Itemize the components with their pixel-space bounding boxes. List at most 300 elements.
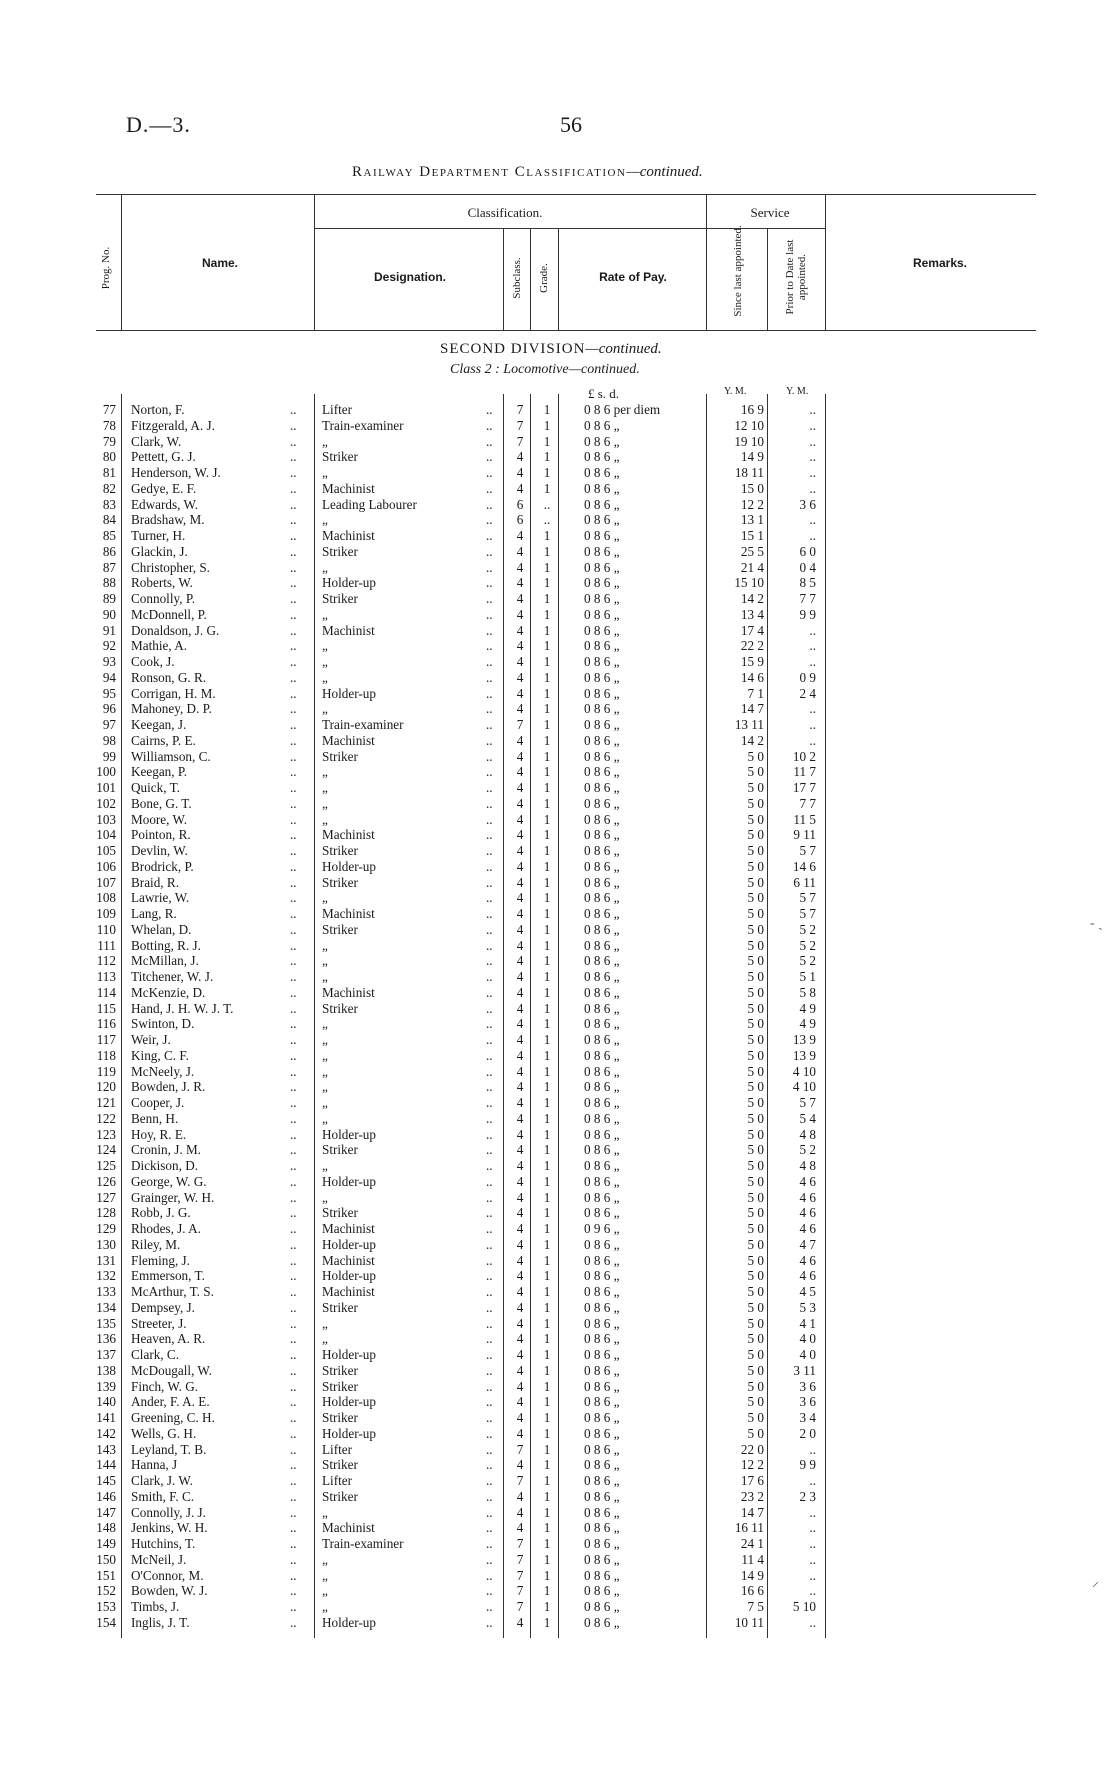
table-row: [0, 528, 1114, 544]
subclass-cell: 4: [516, 1205, 524, 1221]
prog-no-cell: 133: [96, 1284, 116, 1299]
table-row: [0, 1237, 1114, 1253]
subclass-cell: 4: [516, 559, 524, 575]
designation-cell: Striker: [322, 921, 358, 937]
leader-dots: ..: [290, 1315, 297, 1331]
since-last-appointed-cell: 12 2: [740, 1457, 764, 1473]
leader-dots: ..: [486, 606, 493, 622]
prior-to-date-cell: 11 7: [793, 764, 816, 780]
designation-cell: Holder-up: [322, 858, 376, 874]
subclass-cell: 4: [516, 1095, 524, 1110]
subclass-cell: 4: [516, 1189, 524, 1205]
rate-of-pay-cell: 0 8 6 „: [584, 858, 620, 874]
name-cell: Lang, R.: [131, 906, 177, 921]
leader-dots: ..: [290, 953, 297, 969]
name-cell: McMillan, J.: [131, 953, 199, 969]
rate-of-pay-cell: 0 8 6 „: [584, 717, 620, 732]
table-row: [0, 1473, 1114, 1489]
prog-no-cell: 101: [96, 780, 116, 795]
subclass-cell: 4: [516, 843, 524, 858]
since-last-appointed-cell: 5 0: [747, 1079, 764, 1095]
leader-dots: ..: [290, 1095, 297, 1110]
rate-of-pay-cell: 0 8 6 „: [584, 1347, 620, 1362]
prog-no-cell: 90: [102, 606, 116, 622]
grade-cell: 1: [543, 654, 551, 669]
prior-to-date-cell: 3 11: [793, 1362, 816, 1378]
grade-cell: 1: [543, 858, 551, 874]
subclass-cell: 4: [516, 874, 524, 890]
leader-dots: ..: [290, 1441, 297, 1457]
prog-no-cell: 131: [96, 1252, 116, 1268]
designation-cell: „: [322, 1551, 328, 1567]
leader-dots: ..: [290, 1032, 297, 1047]
designation-cell: „: [322, 433, 328, 449]
prog-no-cell: 104: [96, 827, 116, 843]
rate-of-pay-cell: 0 8 6 „: [584, 1173, 620, 1189]
subclass-cell: 4: [516, 969, 524, 984]
table-row: [0, 875, 1114, 891]
name-cell: Heaven, A. R.: [131, 1331, 206, 1347]
rate-of-pay-cell: 0 8 6 „: [584, 433, 620, 449]
name-cell: Jenkins, W. H.: [131, 1520, 208, 1536]
leader-dots: ..: [486, 795, 493, 811]
prog-no-cell: 147: [96, 1504, 116, 1520]
leader-dots: ..: [290, 606, 297, 622]
grade-cell: 1: [543, 1047, 551, 1063]
since-last-appointed-cell: 5 0: [747, 1016, 764, 1032]
prior-to-date-cell: 4 10: [792, 1063, 816, 1079]
prog-no-cell: 117: [96, 1032, 116, 1047]
leader-dots: ..: [486, 1520, 493, 1536]
leader-dots: ..: [290, 512, 297, 528]
since-last-appointed-cell: 17 6: [740, 1473, 764, 1488]
prior-to-date-cell: 5 7: [799, 906, 816, 921]
designation-cell: „: [322, 953, 328, 969]
prog-no-cell: 122: [96, 1110, 116, 1126]
subclass-cell: 4: [516, 1425, 524, 1441]
leader-dots: ..: [290, 1016, 297, 1032]
subclass-cell: 4: [516, 1457, 524, 1473]
designation-cell: Holder-up: [322, 1425, 376, 1441]
leader-dots: ..: [486, 1425, 493, 1441]
leader-dots: ..: [290, 543, 297, 559]
subclass-cell: 4: [516, 669, 524, 685]
designation-cell: Holder-up: [322, 685, 376, 701]
header-prog-no: Prog. No.: [100, 246, 112, 290]
prior-to-date-cell: ..: [809, 512, 816, 528]
since-last-appointed-cell: 5 0: [747, 1158, 764, 1173]
leader-dots: ..: [290, 1063, 297, 1079]
prior-to-date-cell: ..: [809, 1536, 816, 1551]
subclass-cell: 4: [516, 465, 524, 480]
since-last-appointed-cell: 5 0: [747, 1299, 764, 1315]
designation-cell: „: [322, 795, 328, 811]
prior-to-date-cell: ..: [809, 1583, 816, 1599]
since-last-appointed-cell: 14 2: [740, 591, 764, 606]
name-cell: Williamson, C.: [131, 748, 211, 764]
table-row: [0, 938, 1114, 954]
designation-cell: „: [322, 1567, 328, 1583]
leader-dots: ..: [486, 1221, 493, 1236]
subclass-cell: 4: [516, 921, 524, 937]
leader-dots: ..: [290, 1614, 297, 1630]
prior-to-date-cell: 13 9: [792, 1047, 816, 1063]
prog-no-cell: 125: [96, 1158, 116, 1173]
designation-cell: „: [322, 638, 328, 654]
subclass-cell: 4: [516, 638, 524, 654]
prog-no-cell: 102: [96, 795, 116, 811]
grade-cell: 1: [543, 543, 551, 559]
table-row: [0, 1347, 1114, 1363]
since-last-appointed-cell: 14 7: [740, 701, 764, 717]
subclass-cell: 4: [516, 1347, 524, 1362]
header-divider: [121, 194, 122, 330]
prior-to-date-cell: 4 0: [799, 1347, 816, 1362]
leader-dots: ..: [486, 1189, 493, 1205]
prior-to-date-cell: 3 6: [799, 496, 816, 512]
subclass-cell: 4: [516, 1126, 524, 1142]
grade-cell: 1: [543, 1551, 551, 1567]
page-title: [352, 164, 703, 181]
name-cell: Donaldson, J. G.: [131, 622, 220, 638]
leader-dots: ..: [486, 1315, 493, 1331]
prior-to-date-cell: 4 7: [799, 1236, 816, 1252]
leader-dots: ..: [290, 1299, 297, 1315]
table-row: [0, 623, 1114, 639]
table-row: [0, 1568, 1114, 1584]
name-cell: Titchener, W. J.: [131, 969, 214, 984]
prog-no-cell: 77: [102, 402, 116, 417]
leader-dots: ..: [486, 543, 493, 559]
prog-no-cell: 106: [96, 858, 116, 874]
prior-to-date-cell: 5 2: [799, 937, 816, 953]
name-cell: Streeter, J.: [131, 1315, 187, 1331]
since-last-appointed-cell: 5 0: [747, 1315, 764, 1331]
subclass-cell: 4: [516, 449, 524, 465]
prog-no-cell: 112: [96, 953, 116, 969]
leader-dots: ..: [486, 433, 493, 449]
designation-cell: Lifter: [322, 402, 353, 417]
subclass-cell: 4: [516, 543, 524, 559]
grade-cell: 1: [543, 1614, 551, 1630]
leader-dots: ..: [486, 906, 493, 921]
prior-to-date-cell: 4 6: [799, 1221, 816, 1236]
leader-dots: ..: [290, 1189, 297, 1205]
rate-of-pay-cell: 0 8 6 „: [584, 1000, 620, 1016]
leader-dots: ..: [290, 1394, 297, 1410]
grade-cell: 1: [543, 953, 551, 969]
subclass-cell: 7: [516, 1473, 524, 1488]
rate-of-pay-cell: 0 8 6 „: [584, 1536, 620, 1551]
name-cell: Roberts, W.: [131, 575, 193, 591]
leader-dots: ..: [290, 858, 297, 874]
table-row: [0, 449, 1114, 465]
since-last-appointed-cell: 16 11: [734, 1520, 764, 1536]
designation-cell: Machinist: [322, 1221, 375, 1236]
prog-no-cell: 137: [96, 1347, 116, 1362]
prior-to-date-cell: 4 6: [799, 1173, 816, 1189]
prog-no-cell: 95: [102, 685, 116, 701]
table-row: [0, 481, 1114, 497]
leader-dots: ..: [290, 1457, 297, 1473]
header-classification: Classification.: [467, 205, 543, 220]
rate-of-pay-cell: 0 8 6 „: [584, 528, 620, 543]
grade-cell: 1: [543, 906, 551, 921]
header-divider: [314, 194, 315, 330]
table-row: [0, 1158, 1114, 1174]
designation-cell: Leading Labourer: [322, 496, 417, 512]
name-cell: Cronin, J. M.: [131, 1142, 201, 1158]
subclass-cell: 4: [516, 1142, 524, 1158]
name-cell: Corrigan, H. M.: [131, 685, 216, 701]
header-grade: Grade.: [538, 263, 550, 293]
leader-dots: ..: [486, 669, 493, 685]
rate-of-pay-cell: 0 8 6 „: [584, 1268, 620, 1284]
prior-to-date-cell: 9 9: [799, 1457, 816, 1473]
since-last-appointed-cell: 5 0: [747, 1236, 764, 1252]
subclass-cell: 7: [516, 1551, 524, 1567]
name-cell: Fitzgerald, A. J.: [131, 417, 215, 433]
since-last-appointed-cell: 12 10: [734, 417, 764, 433]
rate-of-pay-cell: 0 8 6 „: [584, 827, 620, 843]
table-row: [0, 1505, 1114, 1521]
designation-cell: Machinist: [322, 1252, 375, 1268]
since-last-appointed-cell: 5 0: [747, 1063, 764, 1079]
prior-to-date-cell: ..: [809, 480, 816, 496]
table-row: [0, 717, 1114, 733]
rate-of-pay-cell: 0 8 6 „: [584, 512, 620, 528]
header-top-rule: [96, 194, 1036, 195]
leader-dots: ..: [486, 717, 493, 732]
rate-of-pay-cell: 0 8 6 „: [584, 449, 620, 465]
leader-dots: ..: [290, 685, 297, 701]
leader-dots: ..: [290, 1599, 297, 1614]
leader-dots: ..: [486, 748, 493, 764]
leader-dots: ..: [486, 1205, 493, 1221]
prior-to-date-cell: ..: [809, 701, 816, 717]
designation-cell: Striker: [322, 543, 358, 559]
prog-no-cell: 134: [96, 1299, 116, 1315]
prior-to-date-cell: 4 6: [799, 1268, 816, 1284]
header-designation: Designation.: [373, 270, 446, 284]
leader-dots: ..: [486, 937, 493, 953]
rate-of-pay-cell: 0 8 6 „: [584, 465, 620, 480]
rate-of-pay-cell: 0 8 6 „: [584, 685, 620, 701]
since-last-appointed-cell: 5 0: [747, 1173, 764, 1189]
subclass-cell: 7: [516, 1536, 524, 1551]
division-name: SECOND DIVISION: [440, 341, 586, 357]
designation-cell: Striker: [322, 591, 358, 606]
name-cell: McArthur, T. S.: [131, 1284, 214, 1299]
leader-dots: ..: [486, 1583, 493, 1599]
name-cell: Clark, W.: [131, 433, 182, 449]
designation-cell: „: [322, 1016, 328, 1032]
leader-dots: ..: [486, 1488, 493, 1504]
rate-of-pay-cell: 0 8 6 „: [584, 1425, 620, 1441]
designation-cell: Machinist: [322, 1520, 375, 1536]
name-cell: Pointon, R.: [131, 827, 191, 843]
designation-cell: Lifter: [322, 1441, 353, 1457]
prior-to-date-cell: 4 8: [799, 1126, 816, 1142]
grade-cell: 1: [543, 1205, 551, 1221]
leader-dots: ..: [486, 858, 493, 874]
table-row: [0, 701, 1114, 717]
leader-dots: ..: [486, 843, 493, 858]
grade-cell: 1: [543, 591, 551, 606]
prior-to-date-cell: ..: [809, 528, 816, 543]
rate-of-pay-cell: 0 8 6 „: [584, 1473, 620, 1488]
leader-dots: ..: [290, 1551, 297, 1567]
grade-cell: ..: [543, 496, 551, 512]
designation-cell: Striker: [322, 843, 358, 858]
prior-to-date-cell: ..: [809, 417, 816, 433]
grade-cell: 1: [543, 874, 551, 890]
name-cell: Inglis, J. T.: [131, 1614, 190, 1630]
leader-dots: ..: [290, 1504, 297, 1520]
grade-cell: 1: [543, 795, 551, 811]
rate-of-pay-cell: 0 8 6 „: [584, 780, 620, 795]
since-last-appointed-cell: 5 0: [747, 1378, 764, 1394]
name-cell: McDougall, W.: [131, 1362, 212, 1378]
rate-of-pay-cell: 0 8 6 „: [584, 1189, 620, 1205]
leader-dots: ..: [290, 1284, 297, 1299]
subclass-cell: 4: [516, 1299, 524, 1315]
leader-dots: ..: [290, 654, 297, 669]
table-row: [0, 418, 1114, 434]
designation-cell: Machinist: [322, 528, 375, 543]
designation-cell: „: [322, 1032, 328, 1047]
leader-dots: ..: [290, 575, 297, 591]
leader-dots: ..: [486, 1095, 493, 1110]
prior-to-date-cell: 4 6: [799, 1205, 816, 1221]
prior-to-date-cell: 7 7: [799, 591, 816, 606]
rate-of-pay-cell: 0 8 6 „: [584, 1110, 620, 1126]
rate-of-pay-cell: 0 8 6 „: [584, 1158, 620, 1173]
since-last-appointed-cell: 5 0: [747, 1142, 764, 1158]
name-cell: Keegan, P.: [131, 764, 188, 780]
grade-cell: 1: [543, 1504, 551, 1520]
rate-of-pay-cell: 0 8 6 „: [584, 496, 620, 512]
table-row: [0, 1205, 1114, 1221]
grade-cell: 1: [543, 465, 551, 480]
since-last-appointed-cell: 5 0: [747, 1126, 764, 1142]
rate-of-pay-cell: 0 8 6 „: [584, 937, 620, 953]
table-row: [0, 1001, 1114, 1017]
name-cell: Ander, F. A. E.: [131, 1394, 210, 1410]
name-cell: Finch, W. G.: [131, 1378, 199, 1394]
prior-to-date-cell: ..: [809, 433, 816, 449]
name-cell: McDonnell, P.: [131, 606, 207, 622]
rate-of-pay-cell: 0 8 6 „: [584, 1331, 620, 1347]
rate-of-pay-cell: 0 8 6 „: [584, 1567, 620, 1583]
designation-cell: Striker: [322, 1000, 358, 1016]
since-last-appointed-cell: 15 10: [734, 575, 764, 591]
margin-mark: - ˎ: [1090, 916, 1103, 931]
subclass-cell: 4: [516, 1000, 524, 1016]
grade-cell: 1: [543, 1362, 551, 1378]
rate-of-pay-cell: 0 8 6 „: [584, 1394, 620, 1410]
leader-dots: ..: [290, 1079, 297, 1095]
name-cell: Edwards, W.: [131, 496, 199, 512]
rate-of-pay-cell: 0 8 6 „: [584, 1095, 620, 1110]
leader-dots: ..: [486, 1142, 493, 1158]
designation-cell: „: [322, 559, 328, 575]
grade-cell: 1: [543, 1347, 551, 1362]
title-main: Railway Department Classification: [352, 164, 627, 180]
prior-to-date-cell: ..: [809, 1614, 816, 1630]
prog-no-cell: 128: [96, 1205, 116, 1221]
since-last-appointed-cell: 5 0: [747, 1362, 764, 1378]
since-last-appointed-cell: 5 0: [747, 1394, 764, 1410]
grade-cell: 1: [543, 717, 551, 732]
table-row: [0, 1221, 1114, 1237]
rate-of-pay-cell: 0 8 6 „: [584, 732, 620, 748]
grade-cell: 1: [543, 1299, 551, 1315]
designation-cell: Striker: [322, 1410, 358, 1425]
rate-of-pay-cell: 0 8 6 „: [584, 1457, 620, 1473]
name-cell: Glackin, J.: [131, 543, 188, 559]
grade-cell: 1: [543, 1473, 551, 1488]
prior-to-date-cell: ..: [809, 717, 816, 732]
leader-dots: ..: [290, 1047, 297, 1063]
since-last-appointed-cell: 5 0: [747, 1032, 764, 1047]
prog-no-cell: 150: [96, 1551, 116, 1567]
table-row: [0, 1520, 1114, 1536]
margin-mark: ⸝: [1092, 1575, 1099, 1590]
header-divider: [825, 194, 826, 330]
prog-no-cell: 123: [96, 1126, 116, 1142]
table-row: [0, 1331, 1114, 1347]
grade-cell: 1: [543, 984, 551, 1000]
grade-cell: 1: [543, 1268, 551, 1284]
since-last-appointed-cell: 14 9: [740, 449, 764, 465]
prog-no-cell: 98: [102, 732, 116, 748]
subclass-cell: 4: [516, 732, 524, 748]
table-row: [0, 544, 1114, 560]
designation-cell: Machinist: [322, 906, 375, 921]
grade-cell: 1: [543, 1410, 551, 1425]
subclass-cell: 4: [516, 984, 524, 1000]
table-row: [0, 1394, 1114, 1410]
grade-cell: 1: [543, 1063, 551, 1079]
rate-of-pay-cell: 0 8 6 „: [584, 559, 620, 575]
prog-no-cell: 107: [96, 874, 116, 890]
rate-of-pay-cell: 0 8 6 „: [584, 1142, 620, 1158]
leader-dots: ..: [486, 591, 493, 606]
name-cell: Keegan, J.: [131, 717, 187, 732]
prog-no-cell: 83: [102, 496, 116, 512]
subclass-cell: 4: [516, 606, 524, 622]
name-cell: Mahoney, D. P.: [131, 701, 212, 717]
rate-of-pay-cell: 0 8 6 „: [584, 984, 620, 1000]
since-last-appointed-cell: 14 7: [740, 1504, 764, 1520]
grade-cell: 1: [543, 1441, 551, 1457]
name-cell: Greening, C. H.: [131, 1410, 215, 1425]
leader-dots: ..: [486, 1536, 493, 1551]
subclass-cell: 4: [516, 906, 524, 921]
rate-of-pay-cell: 0 8 6 „: [584, 638, 620, 654]
prior-units: Y. M.: [786, 386, 809, 397]
leader-dots: ..: [486, 638, 493, 654]
table-row: [0, 1064, 1114, 1080]
leader-dots: ..: [486, 1126, 493, 1142]
since-last-appointed-cell: 23 2: [740, 1488, 764, 1504]
header-bottom-rule: [96, 330, 1036, 331]
prog-no-cell: 121: [96, 1095, 116, 1110]
designation-cell: „: [322, 1063, 328, 1079]
prog-no-cell: 135: [96, 1315, 116, 1331]
prog-no-cell: 152: [96, 1583, 116, 1599]
